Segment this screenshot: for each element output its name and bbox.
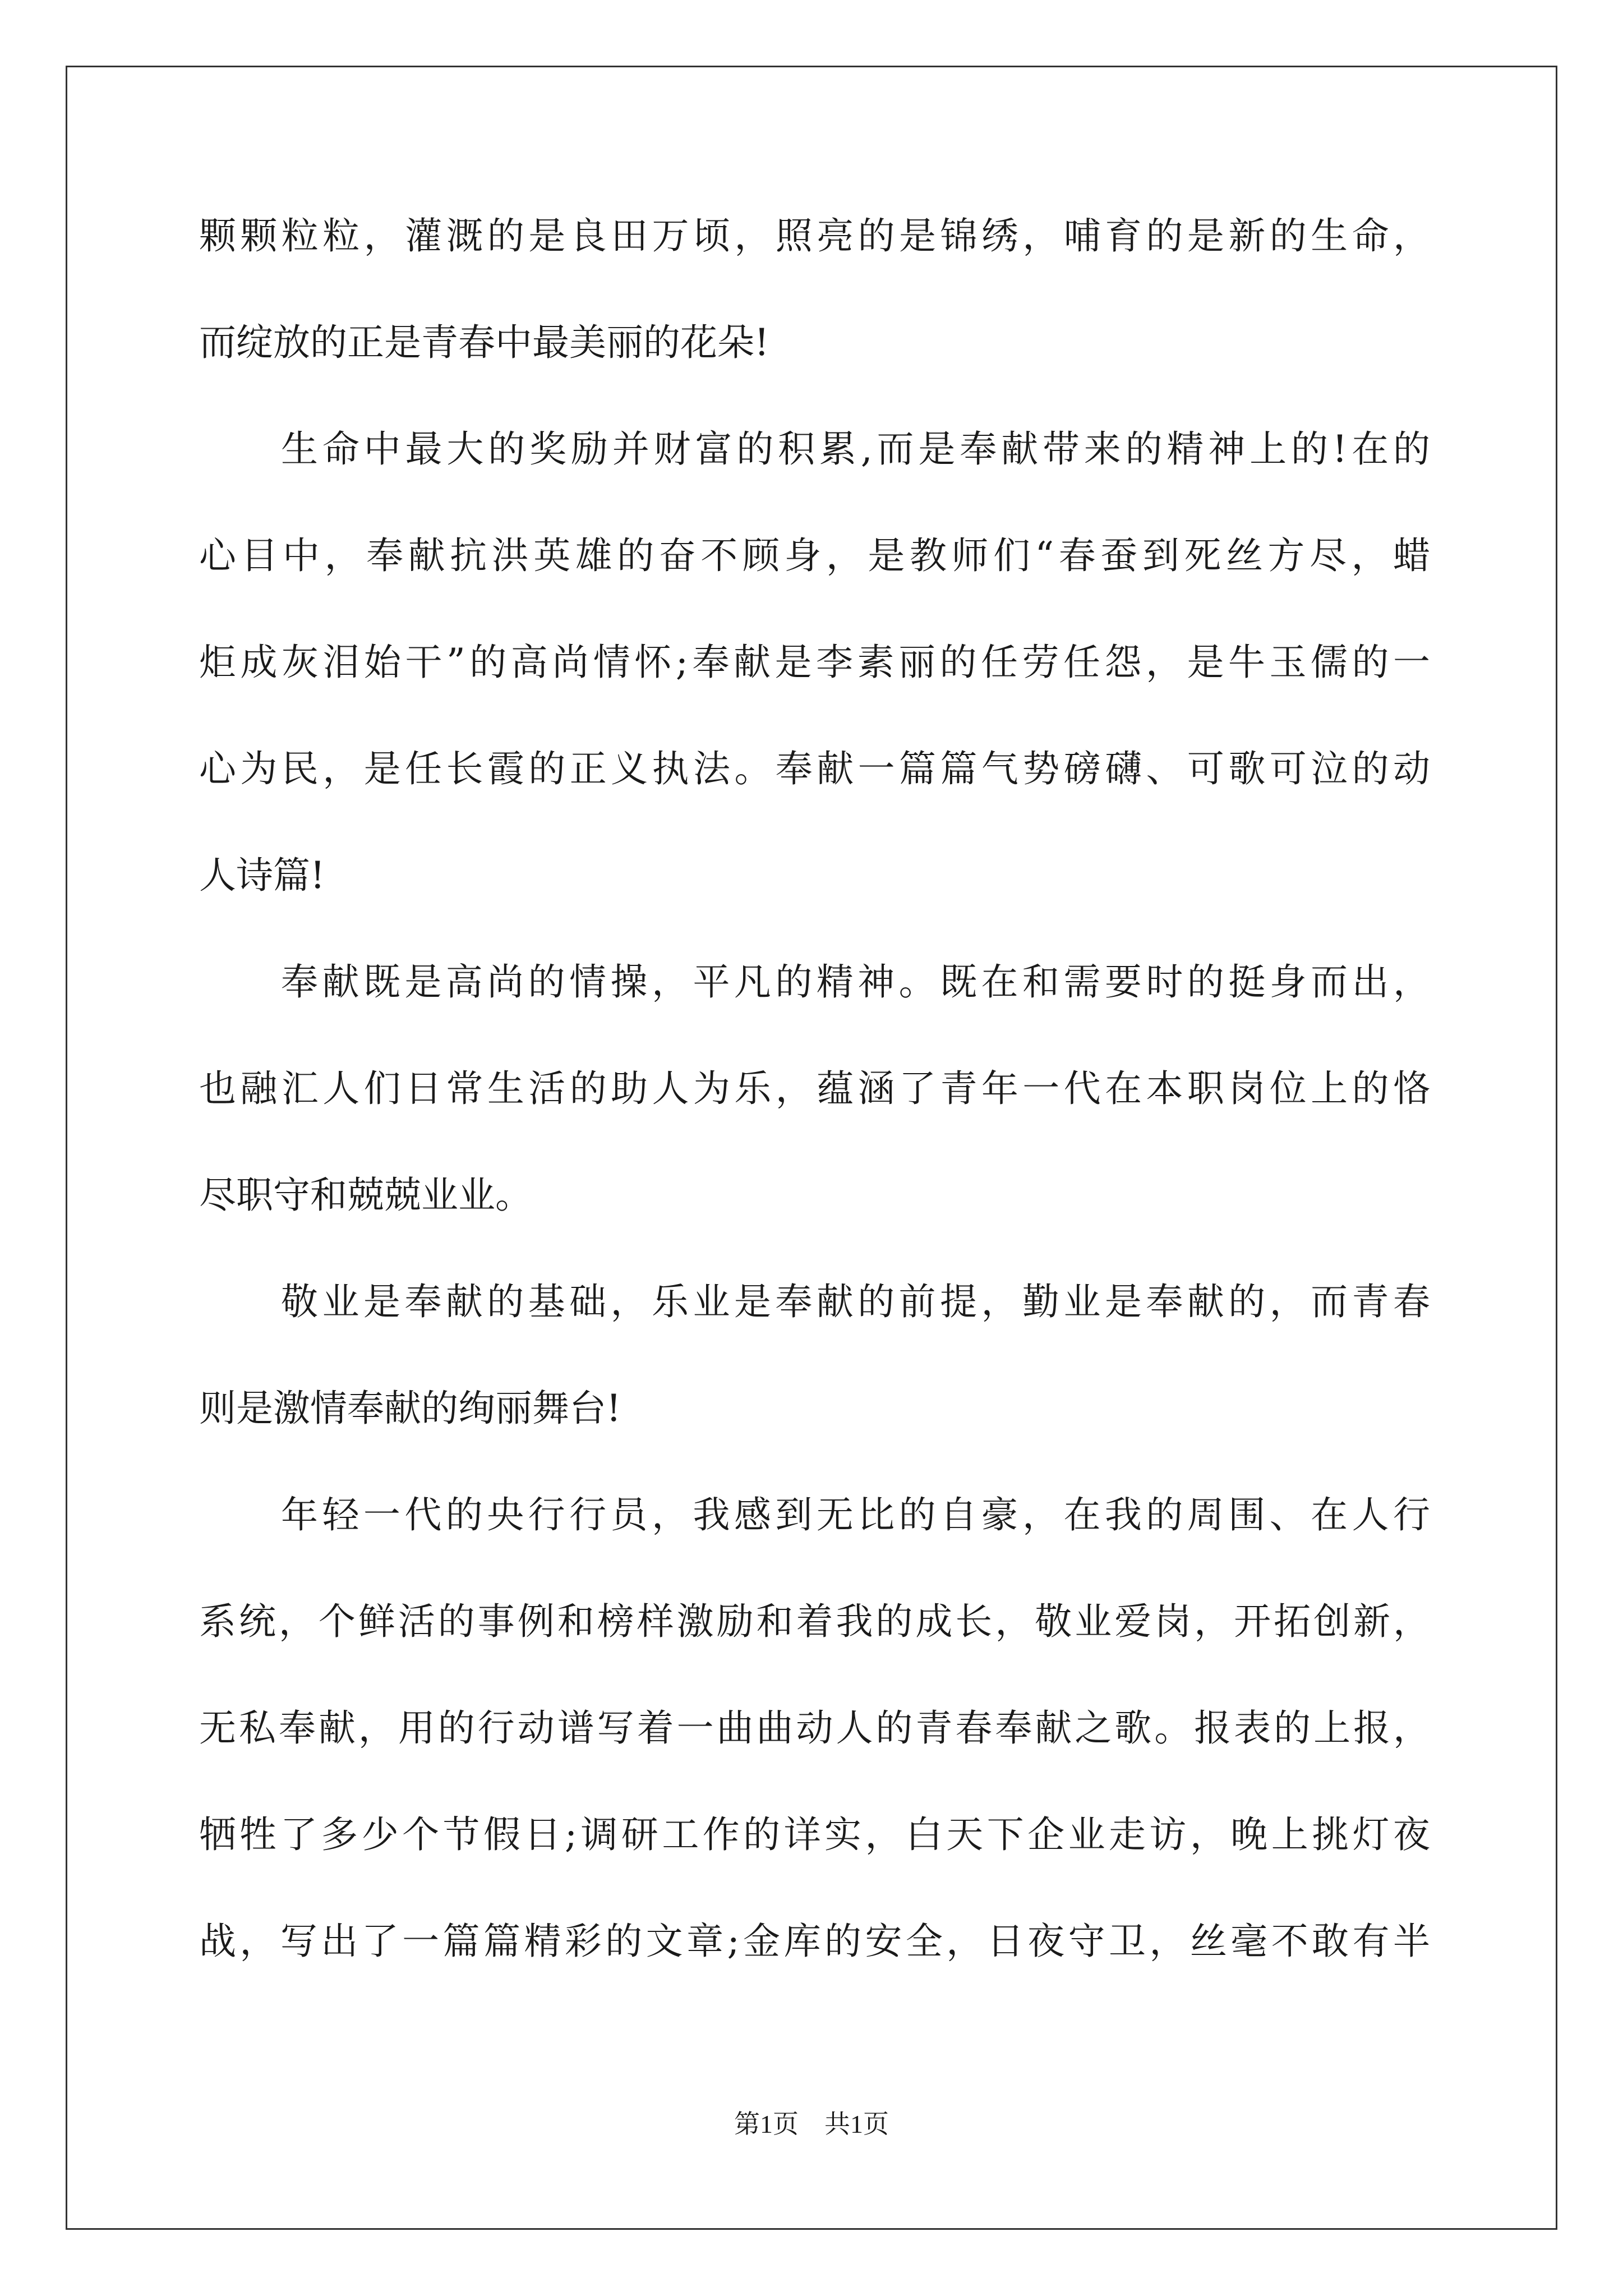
text-line: 心目中，奉献抗洪英雄的奋不顾身，是教师们“春蚕到死丝方尽，蜡: [199, 534, 1430, 577]
text-line: 奉献既是高尚的情操，平凡的精神。既在和需要时的挺身而出，: [281, 960, 1430, 1004]
text-line: 战，写出了一篇篇精彩的文章;金库的安全，日夜守卫，丝毫不敢有半: [199, 1920, 1430, 1963]
text-line: 炬成灰泪始干”的高尚情怀;奉献是李素丽的任劳任怨，是牛玉儒的一: [199, 641, 1430, 684]
text-line: 牺牲了多少个节假日;调研工作的详实，白天下企业走访，晚上挑灯夜: [199, 1813, 1430, 1856]
text-line: 人诗篇!: [199, 854, 325, 897]
text-line: 则是激情奉献的绚丽舞台!: [199, 1387, 621, 1430]
text-line: 敬业是奉献的基础，乐业是奉献的前提，勤业是奉献的，而青春: [281, 1280, 1430, 1323]
text-line: 心为民，是任长霞的正义执法。奉献一篇篇气势磅礴、可歌可泣的动: [199, 747, 1430, 790]
text-line: 也融汇人们日常生活的助人为乐，蕴涵了青年一代在本职岗位上的恪: [199, 1067, 1430, 1110]
text-line: 无私奉献，用的行动谱写着一曲曲动人的青春奉献之歌。报表的上报，: [199, 1706, 1430, 1750]
text-line: 尽职守和兢兢业业。: [199, 1174, 532, 1217]
text-line: 而绽放的正是青春中最美丽的花朵!: [199, 321, 769, 364]
page-number: 第1页 共1页: [734, 2110, 889, 2138]
text-line: 系统，个鲜活的事例和榜样激励和着我的成长，敬业爱岗，开拓创新，: [199, 1600, 1430, 1643]
text-line: 生命中最大的奖励并财富的积累,而是奉献带来的精神上的!在的: [281, 427, 1430, 471]
text-line: 颗颗粒粒，灌溉的是良田万顷，照亮的是锦绣，哺育的是新的生命，: [199, 214, 1430, 257]
page-border: [66, 66, 1557, 2230]
text-line: 年轻一代的央行行员，我感到无比的自豪，在我的周围、在人行: [281, 1493, 1430, 1536]
